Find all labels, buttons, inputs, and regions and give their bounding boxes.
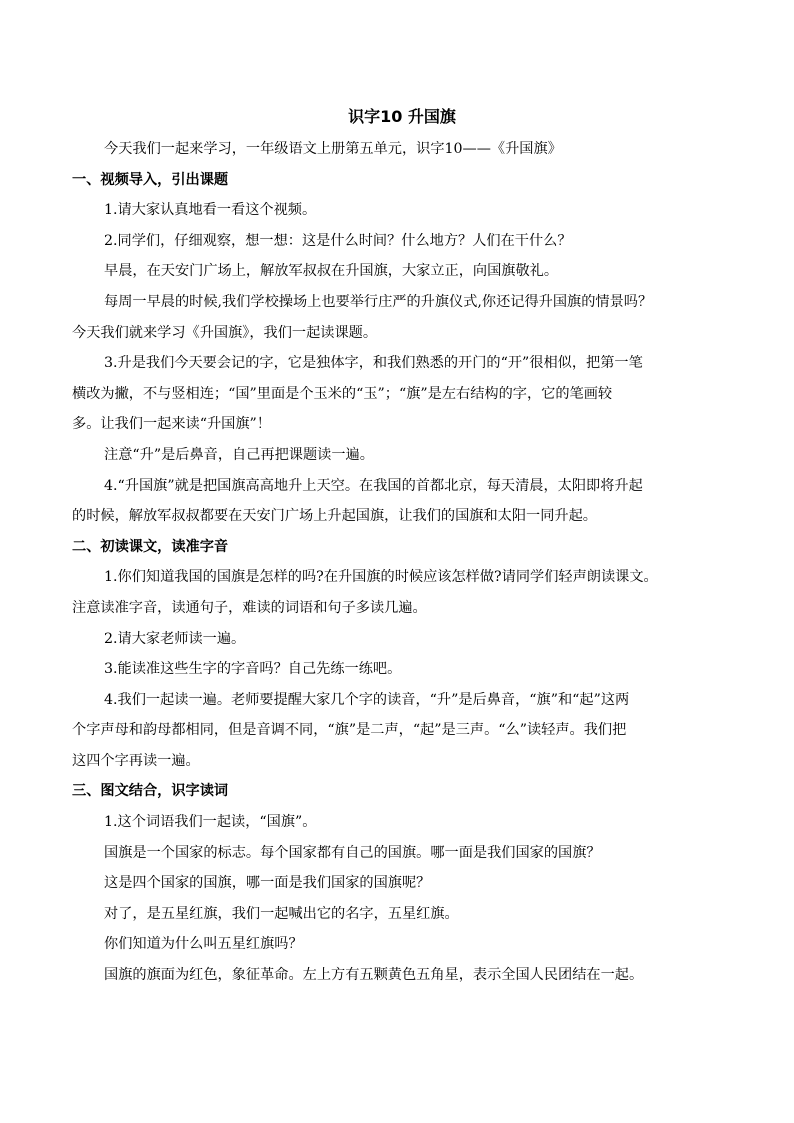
body-line: 的时候，解放军叔叔都要在天安门广场上升起国旗，让我们的国旗和太阳一同升起。 bbox=[72, 508, 597, 525]
document-title: 识字10 升国旗 bbox=[348, 107, 456, 126]
section-heading: 二、初读课文，读准字音 bbox=[72, 538, 229, 555]
body-line: 今天我们就来学习《升国旗》，我们一起读课题。 bbox=[72, 324, 378, 341]
body-line: 3.升是我们今天要会记的字，它是独体字，和我们熟悉的开门的“开”很相似，把第一笔 bbox=[104, 355, 643, 372]
body-line: 3.能读准这些生字的字音吗？自己先练一练吧。 bbox=[104, 661, 402, 678]
body-line: 个字声母和韵母都相同，但是音调不同，“旗”是二声，“起”是三声。“么”读轻声。我们把 bbox=[72, 722, 627, 739]
body-line: 2.同学们，仔细观察，想一想：这是什么时间？什么地方？人们在干什么？ bbox=[104, 232, 572, 249]
body-line: 国旗是一个国家的标志。每个国家都有自己的国旗。哪一面是我们国家的国旗？ bbox=[104, 844, 601, 861]
body-line: 1.请大家认真地看一看这个视频。 bbox=[104, 202, 317, 219]
body-line: 国旗的旗面为红色，象征革命。左上方有五颗黄色五角星，表示全国人民团结在一起。 bbox=[104, 967, 644, 984]
document-page bbox=[72, 100, 732, 991]
body-line: 横改为撇，不与竖相连；“国”里面是个玉米的“玉”；“旗”是左右结构的字，它的笔画较 bbox=[72, 385, 613, 402]
body-line: 每周一早晨的时候,我们学校操场上也要举行庄严的升旗仪式,你还记得升国旗的情景吗？ bbox=[104, 293, 653, 310]
body-line: 1.这个词语我们一起读，“国旗”。 bbox=[104, 814, 317, 831]
body-line: 对了，是五星红旗，我们一起喊出它的名字，五星红旗。 bbox=[104, 905, 459, 922]
section-heading: 三、图文结合，识字读词 bbox=[72, 783, 229, 800]
body-line: 4.“升国旗”就是把国旗高高地升上天空。在我国的首都北京，每天清晨，太阳即将升起 bbox=[104, 477, 643, 494]
intro-paragraph: 今天我们一起来学习，一年级语文上册第五单元，识字10——《升国旗》 bbox=[104, 141, 562, 157]
body-line: 这是四个国家的国旗，哪一面是我们国家的国旗呢？ bbox=[104, 875, 431, 892]
section-heading: 一、视频导入，引出课题 bbox=[72, 171, 229, 188]
body-line: 注意读准字音，读通句子，难读的词语和句子多读几遍。 bbox=[72, 599, 427, 616]
body-line: 多。让我们一起来读“升国旗”！ bbox=[72, 416, 271, 433]
body-line: 早晨，在天安门广场上，解放军叔叔在升国旗，大家立正，向国旗敬礼。 bbox=[104, 263, 559, 280]
body-line: 4.我们一起读一遍。老师要提醒大家几个字的读音，“升”是后鼻音，“旗”和“起”这两 bbox=[104, 691, 630, 708]
body-line: 注意“升”是后鼻音，自己再把课题读一遍。 bbox=[104, 446, 374, 463]
body-line: 1.你们知道我国的国旗是怎样的吗?在升国旗的时候应该怎样做?请同学们轻声朗读课文。 bbox=[104, 569, 658, 586]
body-line: 你们知道为什么叫五星红旗吗？ bbox=[104, 936, 303, 953]
body-line: 这四个字再读一遍。 bbox=[72, 752, 200, 769]
body-line: 2.请大家老师读一遍。 bbox=[104, 630, 246, 647]
